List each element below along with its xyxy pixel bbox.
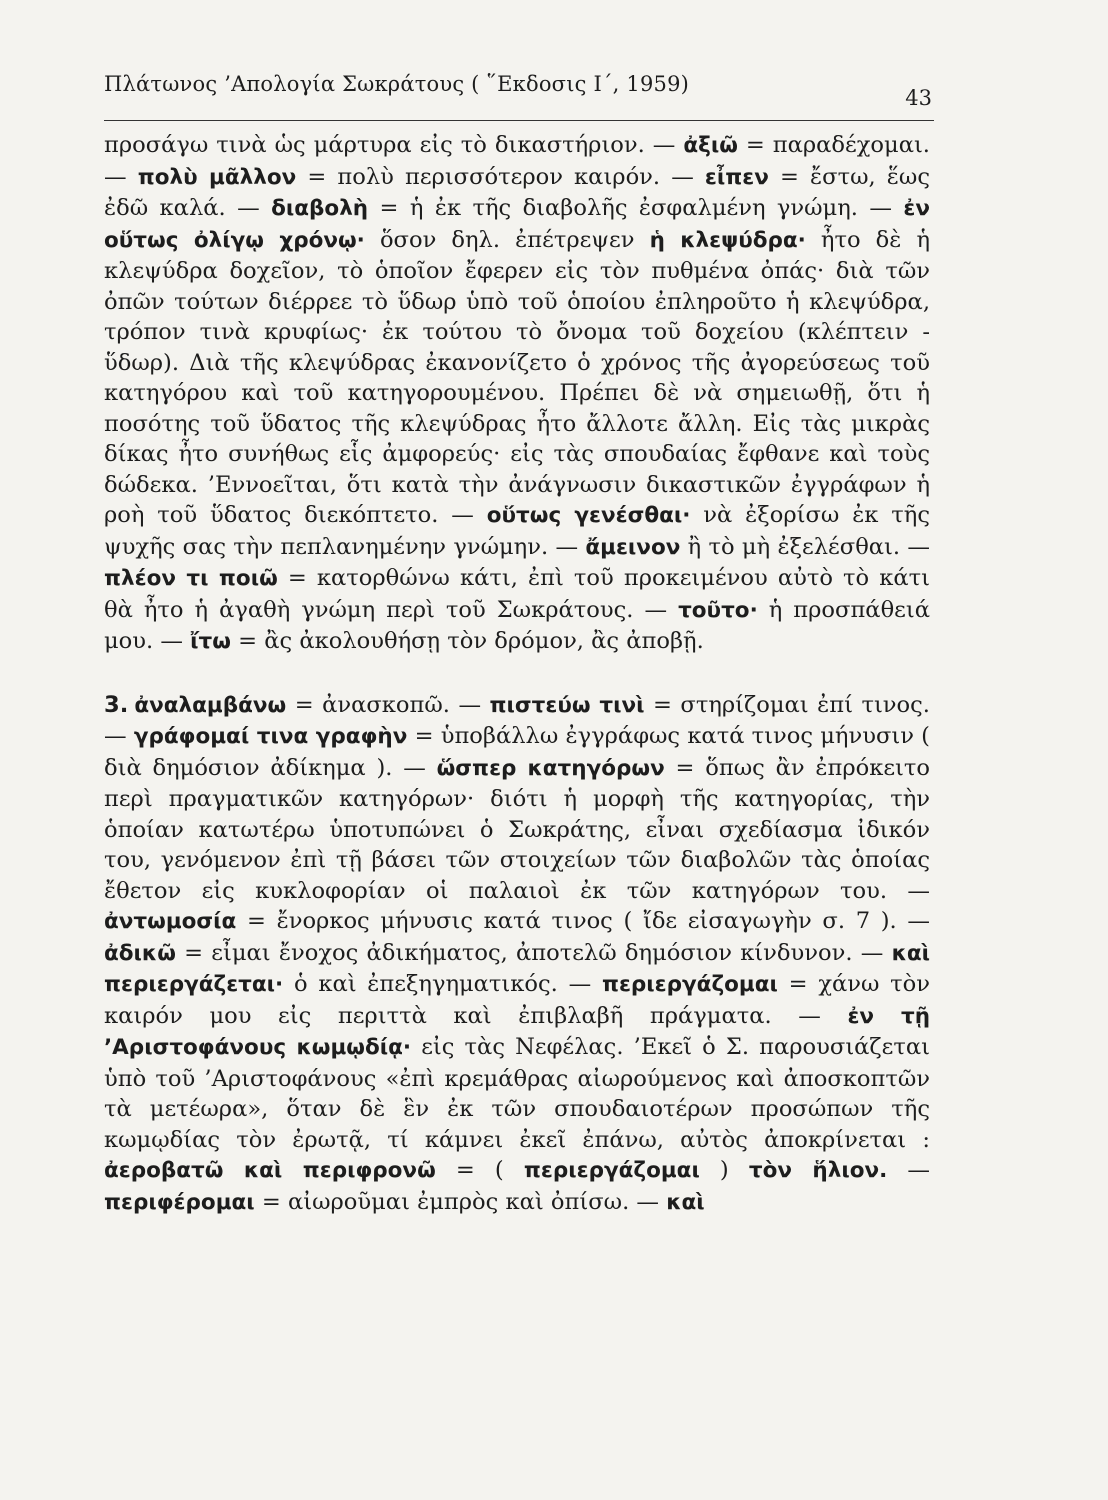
gloss-text: νὰ ἐξορίσω ἐκ τῆς ψυχῆς σας τὴν πεπλανημένην γνώμην. — <box>104 502 930 560</box>
lemma-term: διαβολὴ <box>271 196 369 221</box>
gloss-text: = χάνω τὸν καιρόν μου εἰς περιττὰ καὶ ἐπιβλαβῆ πράγματα. — <box>104 971 931 1029</box>
lemma-term: ὥσπερ κατηγόρων <box>436 755 665 781</box>
lemma-term: ἐν τῇ ’Αριστοφάνους κωμῳδίᾳ· <box>104 1003 931 1060</box>
lemma-term: πλέον τι ποιῶ <box>104 566 278 591</box>
lemma-term: περιφέρομαι <box>104 1189 255 1215</box>
lemma-term: ἀεροβατῶ καὶ περιφρονῶ <box>104 1158 436 1183</box>
gloss-text: = ἂς ἀκολουθήσῃ τὸν δρόμον, ἂς ἀποβῇ. <box>230 628 704 654</box>
gloss-text: = εἶμαι ἔνοχος ἀδικήματος, ἀποτελῶ δημόσιον κίνδυνον. — <box>175 939 892 966</box>
lemma-term: ἀναλαμβάνω <box>134 692 287 718</box>
gloss-text: ἡ προσπάθειά μου. — <box>104 596 930 654</box>
lemma-term: οὕτως γενέσθαι· <box>486 503 691 528</box>
lemma-term: εἶπεν <box>704 164 769 190</box>
page-header <box>104 66 932 110</box>
lemma-term: καὶ περιεργάζεται· <box>104 940 930 997</box>
paragraph-1 <box>104 130 930 658</box>
lemma-term: γράφομαί τινα γραφὴν <box>133 724 408 749</box>
gloss-text: = κατορθώνω κάτι, ἐπὶ τοῦ προκειμένου αὐτὸ τὸ κάτι θὰ ἦτο ἡ ἀγαθὴ γνώμη περὶ τοῦ Σωκράτους. — <box>104 565 931 623</box>
page-number: 43 <box>905 86 932 110</box>
gloss-text: = στηρίζομαι ἐπί τινος. — <box>104 691 930 749</box>
lemma-term: ἀξιῶ <box>683 133 738 158</box>
gloss-text: ) <box>699 1157 749 1183</box>
lemma-term: πιστεύω τινὶ <box>489 692 645 718</box>
lemma-term: περιεργάζομαι <box>601 972 778 997</box>
gloss-text: = αἰωροῦμαι ἐμπρὸς καὶ ὀπίσω. — <box>254 1188 667 1215</box>
lemma-term: ἀντωμοσία <box>104 909 237 934</box>
gloss-text: = ( <box>435 1157 524 1183</box>
lemma-term: ἄμεινον <box>585 534 681 560</box>
gloss-text: ὅσον δηλ. ἐπέτρεψεν <box>364 226 650 253</box>
gloss-text: = παραδέχομαι. — <box>104 132 930 190</box>
gloss-text: εἰς τὰς Νεφέλας. ’Εκεῖ ὁ Σ. παρουσιάζεται ὑπὸ τοῦ ’Αριστοφάνους «ἐπὶ κρεμάθρας αἰωρούμενος καὶ ἀποσκοπτῶν τὰ μετέωρα», ὅταν δὲ ἓν ἐκ τῶν σπουδαιοτέρων προσώπων τῆς κωμῳδίας τὸν ἐρωτᾷ, τί κάμνει ἐκεῖ ἐπάνω, αὐτὸς ἀποκρίνεται : <box>104 1034 931 1153</box>
gloss-text: ὁ καὶ ἐπεξηγηματικός. — <box>283 971 602 997</box>
gloss-text: = ἡ ἐκ τῆς διαβολῆς ἐσφαλμένη γνώμη. — <box>368 195 904 221</box>
gloss-text: = ὅπως ἂν ἐπρόκειτο περὶ πραγματικῶν κατηγόρων· διότι ἡ μορφὴ τῆς κατηγορίας, τὴν ὁποίαν κατωτέρω ὑποτυπώνει ὁ Σωκράτης, εἶναι σχεδίασμα ἰδικόν του, γενόμενον ἐπὶ τῇ βάσει τῶν στοιχείων τῶν διαβολῶν τὰς ὁποίας ἔθετον εἰς κυκλοφορίαν οἱ παλαιοὶ ἐκ τῶν κατηγόρων του. — <box>104 754 930 904</box>
lemma-term: ἡ κλεψύδρα· <box>649 227 806 253</box>
lemma-term: ἐν οὕτως ὀλίγῳ χρόνῳ· <box>104 196 930 253</box>
gloss-text: = πολὺ περισσότερον καιρόν. — <box>296 163 705 190</box>
commentary-body <box>104 130 930 1218</box>
paragraph-3 <box>104 690 930 1219</box>
lemma-term: τὸν ἥλιον. <box>748 1158 888 1183</box>
running-title: Πλάτωνος ’Απολογία Σωκράτους ( ῞Εκδοσις Ι΄, 1959) <box>104 72 690 96</box>
gloss-text: ἦτο δὲ ἡ κλεψύδρα δοχεῖον, τὸ ὁποῖον ἔφερεν εἰς τὸν πυθμένα ὀπάς· διὰ τῶν ὀπῶν τούτων διέρρεε τὸ ὕδωρ ὑπὸ τοῦ ὁποίου ἐπληροῦτο ἡ κλεψύδρα, τρόπον τινὰ κρυφίως· ἐκ τούτου τὸ ὄνομα τοῦ δοχείου (κλέπτειν - ὕδωρ). Διὰ τῆς κλεψύδρας ἐκανονίζετο ὁ χρόνος τῆς ἀγορεύσεως τοῦ κατηγόρου καὶ τοῦ κατηγορουμένου. Πρέπει δὲ νὰ σημειωθῇ, ὅτι ἡ ποσότης τοῦ ὕδατος τῆς κλεψύδρας ἦτο ἄλλοτε ἄλλη. Εἰς τὰς μικρὰς δίκας ἦτο συνήθως εἷς ἀμφορεύς· εἰς τὰς σπουδαίας ἔφθανε καὶ τοὺς δώδεκα. ’Εννοεῖται, ὅτι κατὰ τὴν ἀνάγνωσιν δικαστικῶν ἐγγράφων ἡ ροὴ τοῦ ὕδατος διεκόπτετο. — <box>104 226 931 528</box>
gloss-text: = ὑποβάλλω ἐγγράφως κατά τινος μήνυσιν ( διὰ δημόσιον ἀδίκημα ). — <box>104 723 930 781</box>
gloss-text: προσάγω τινὰ ὡς μάρτυρα εἰς τὸ δικαστήριον. — <box>104 132 684 158</box>
gloss-text: = ἔνορκος μήνυσις κατά τινος ( ἴδε εἰσαγωγὴν σ. 7 ). — <box>236 908 930 934</box>
gloss-text: — <box>887 1157 930 1183</box>
lemma-term: καὶ <box>666 1189 705 1215</box>
paragraph-number: 3. <box>104 691 129 718</box>
lemma-term: ἴτω <box>190 629 231 654</box>
gloss-text: = ἀνασκοπῶ. — <box>286 691 490 718</box>
lemma-term: τοῦτο· <box>678 597 758 623</box>
gloss-text: ἢ τὸ μὴ ἐξελέσθαι. — <box>680 533 930 560</box>
lemma-term: ἀδικῶ <box>104 940 176 966</box>
lemma-term: περιεργάζομαι <box>523 1158 700 1183</box>
lemma-term: πολὺ μᾶλλον <box>137 164 297 190</box>
gloss-text: = ἔστω, ἕως ἐδῶ καλά. — <box>104 163 930 221</box>
header-rule <box>104 120 934 121</box>
